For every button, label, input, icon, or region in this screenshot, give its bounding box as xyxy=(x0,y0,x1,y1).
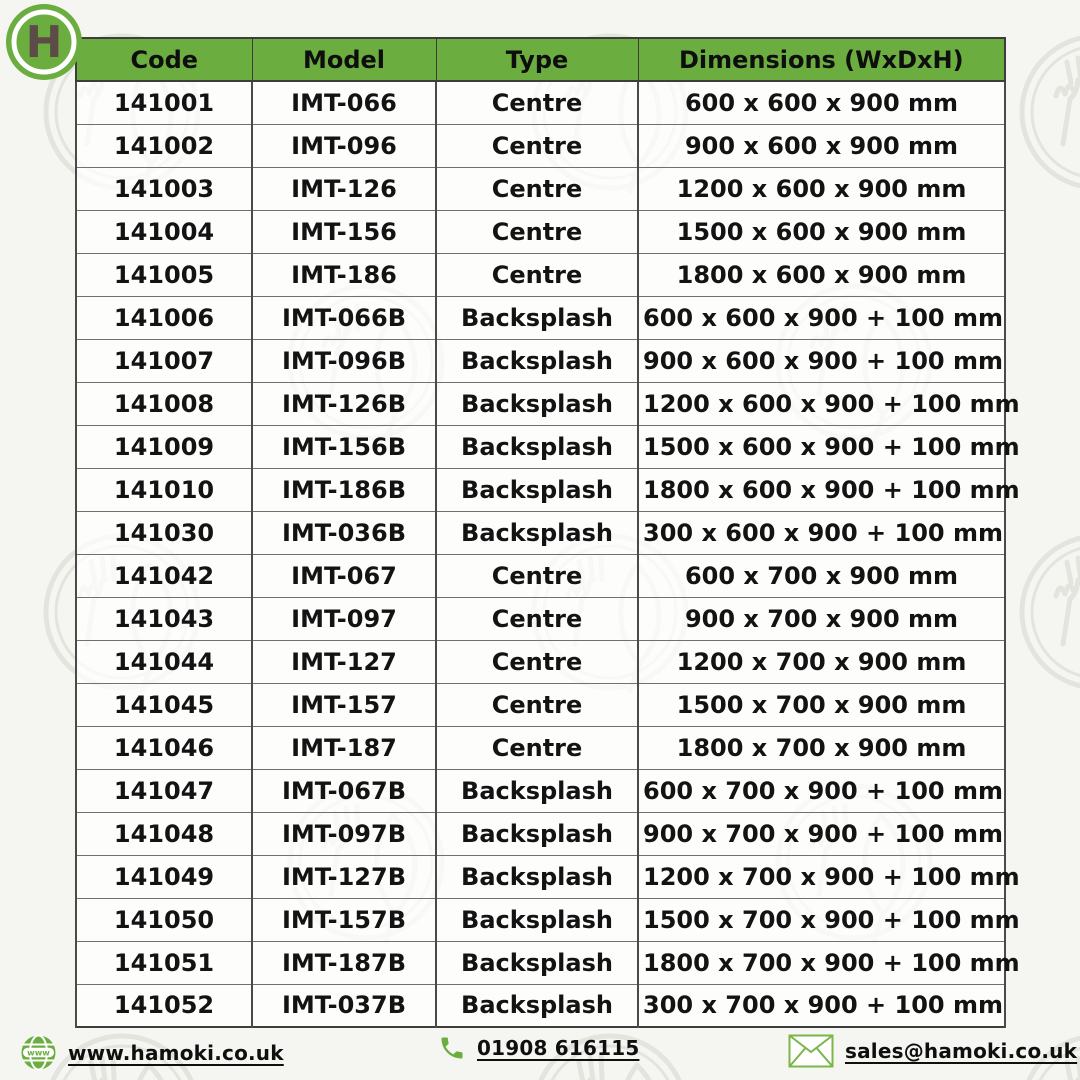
cell-type: Centre xyxy=(436,167,638,210)
cell-dimensions: 1800 x 700 x 900 mm xyxy=(638,726,1005,769)
table-row xyxy=(76,941,1005,984)
cell-type: Centre xyxy=(436,640,638,683)
cell-type: Centre xyxy=(436,124,638,167)
cell-code: 141050 xyxy=(76,898,252,941)
cell-dimensions: 900 x 700 x 900 + 100 mm xyxy=(638,812,1005,855)
cell-type: Centre xyxy=(436,683,638,726)
table-row xyxy=(76,640,1005,683)
cell-model: IMT-187 xyxy=(252,726,436,769)
cell-model: IMT-037B xyxy=(252,984,436,1027)
brand-logo xyxy=(5,3,83,81)
cell-model: IMT-186B xyxy=(252,468,436,511)
cell-type: Backsplash xyxy=(436,425,638,468)
cell-dimensions: 600 x 600 x 900 + 100 mm xyxy=(638,296,1005,339)
table-row xyxy=(76,511,1005,554)
cell-model: IMT-156 xyxy=(252,210,436,253)
table-row xyxy=(76,554,1005,597)
table-row xyxy=(76,81,1005,124)
cell-dimensions: 1200 x 700 x 900 mm xyxy=(638,640,1005,683)
cell-model: IMT-126 xyxy=(252,167,436,210)
cell-dimensions: 1500 x 700 x 900 + 100 mm xyxy=(638,898,1005,941)
cell-dimensions: 1500 x 700 x 900 mm xyxy=(638,683,1005,726)
cell-model: IMT-066B xyxy=(252,296,436,339)
website-link[interactable] xyxy=(20,1034,284,1071)
cell-type: Centre xyxy=(436,554,638,597)
email-link[interactable] xyxy=(788,1034,1077,1068)
svg-text:www: www xyxy=(27,1047,50,1058)
cell-dimensions: 1800 x 700 x 900 + 100 mm xyxy=(638,941,1005,984)
phone-icon xyxy=(438,1034,466,1062)
cell-dimensions: 900 x 600 x 900 mm xyxy=(638,124,1005,167)
cell-type: Backsplash xyxy=(436,769,638,812)
email-address: sales@hamoki.co.uk xyxy=(845,1039,1078,1063)
cell-model: IMT-097 xyxy=(252,597,436,640)
globe-icon xyxy=(20,1034,57,1071)
column-header-model: Model xyxy=(252,38,436,81)
cell-type: Backsplash xyxy=(436,339,638,382)
cell-model: IMT-126B xyxy=(252,382,436,425)
cell-model: IMT-187B xyxy=(252,941,436,984)
table-row xyxy=(76,124,1005,167)
table-row xyxy=(76,683,1005,726)
cell-type: Backsplash xyxy=(436,984,638,1027)
cell-model: IMT-096B xyxy=(252,339,436,382)
phone-number: 01908 616115 xyxy=(477,1036,640,1060)
cell-code: 141004 xyxy=(76,210,252,253)
cell-dimensions: 300 x 700 x 900 + 100 mm xyxy=(638,984,1005,1027)
cell-type: Backsplash xyxy=(436,898,638,941)
cell-model: IMT-067 xyxy=(252,554,436,597)
header-row xyxy=(76,38,1005,81)
cell-code: 141047 xyxy=(76,769,252,812)
cell-dimensions: 1500 x 600 x 900 + 100 mm xyxy=(638,425,1005,468)
cell-code: 141042 xyxy=(76,554,252,597)
cell-model: IMT-127 xyxy=(252,640,436,683)
cell-type: Centre xyxy=(436,210,638,253)
cell-dimensions: 1200 x 700 x 900 + 100 mm xyxy=(638,855,1005,898)
cell-type: Backsplash xyxy=(436,511,638,554)
table-row xyxy=(76,253,1005,296)
cell-model: IMT-097B xyxy=(252,812,436,855)
cell-code: 141046 xyxy=(76,726,252,769)
cell-code: 141049 xyxy=(76,855,252,898)
cell-dimensions: 300 x 600 x 900 + 100 mm xyxy=(638,511,1005,554)
cell-dimensions: 600 x 600 x 900 mm xyxy=(638,81,1005,124)
cell-code: 141048 xyxy=(76,812,252,855)
cell-code: 141010 xyxy=(76,468,252,511)
phone-link[interactable] xyxy=(438,1034,639,1062)
table-header xyxy=(76,38,1005,81)
cell-code: 141003 xyxy=(76,167,252,210)
cell-type: Centre xyxy=(436,253,638,296)
column-header-type: Type xyxy=(436,38,638,81)
table-row xyxy=(76,468,1005,511)
cell-code: 141006 xyxy=(76,296,252,339)
cell-dimensions: 1800 x 600 x 900 + 100 mm xyxy=(638,468,1005,511)
cell-code: 141052 xyxy=(76,984,252,1027)
cell-code: 141030 xyxy=(76,511,252,554)
table-row xyxy=(76,898,1005,941)
cell-type: Backsplash xyxy=(436,855,638,898)
website-url: www.hamoki.co.uk xyxy=(68,1040,284,1065)
table-row xyxy=(76,210,1005,253)
cell-dimensions: 600 x 700 x 900 mm xyxy=(638,554,1005,597)
table-row xyxy=(76,769,1005,812)
cell-code: 141001 xyxy=(76,81,252,124)
cell-type: Backsplash xyxy=(436,812,638,855)
cell-code: 141002 xyxy=(76,124,252,167)
cell-code: 141005 xyxy=(76,253,252,296)
cell-code: 141045 xyxy=(76,683,252,726)
cell-dimensions: 900 x 700 x 900 mm xyxy=(638,597,1005,640)
cell-code: 141007 xyxy=(76,339,252,382)
cell-model: IMT-066 xyxy=(252,81,436,124)
cell-code: 141009 xyxy=(76,425,252,468)
table-row xyxy=(76,855,1005,898)
product-spec-table xyxy=(75,37,1020,1028)
cell-code: 141051 xyxy=(76,941,252,984)
envelope-icon xyxy=(788,1034,834,1068)
logo-letter: H xyxy=(25,17,63,68)
table-row xyxy=(76,339,1005,382)
cell-dimensions: 1800 x 600 x 900 mm xyxy=(638,253,1005,296)
column-header-dimensions: Dimensions (WxDxH) xyxy=(638,38,1005,81)
cell-model: IMT-186 xyxy=(252,253,436,296)
cell-dimensions: 1500 x 600 x 900 mm xyxy=(638,210,1005,253)
cell-type: Backsplash xyxy=(436,468,638,511)
cell-dimensions: 600 x 700 x 900 + 100 mm xyxy=(638,769,1005,812)
cell-type: Backsplash xyxy=(436,941,638,984)
table-row xyxy=(76,167,1005,210)
cell-model: IMT-127B xyxy=(252,855,436,898)
cell-model: IMT-156B xyxy=(252,425,436,468)
table-row xyxy=(76,296,1005,339)
cell-type: Centre xyxy=(436,597,638,640)
cell-model: IMT-067B xyxy=(252,769,436,812)
table-row xyxy=(76,382,1005,425)
column-header-code: Code xyxy=(76,38,252,81)
cell-type: Backsplash xyxy=(436,382,638,425)
cell-dimensions: 1200 x 600 x 900 + 100 mm xyxy=(638,382,1005,425)
cell-dimensions: 1200 x 600 x 900 mm xyxy=(638,167,1005,210)
cell-code: 141008 xyxy=(76,382,252,425)
cell-type: Centre xyxy=(436,81,638,124)
table-row xyxy=(76,984,1005,1027)
cell-model: IMT-157B xyxy=(252,898,436,941)
cell-code: 141044 xyxy=(76,640,252,683)
cell-model: IMT-036B xyxy=(252,511,436,554)
cell-type: Centre xyxy=(436,726,638,769)
table-body xyxy=(76,81,1020,1027)
table-row xyxy=(76,597,1005,640)
table-row xyxy=(76,812,1005,855)
cell-code: 141043 xyxy=(76,597,252,640)
table-row xyxy=(76,425,1005,468)
table-row xyxy=(76,726,1005,769)
cell-dimensions: 900 x 600 x 900 + 100 mm xyxy=(638,339,1005,382)
cell-model: IMT-096 xyxy=(252,124,436,167)
cell-type: Backsplash xyxy=(436,296,638,339)
cell-model: IMT-157 xyxy=(252,683,436,726)
